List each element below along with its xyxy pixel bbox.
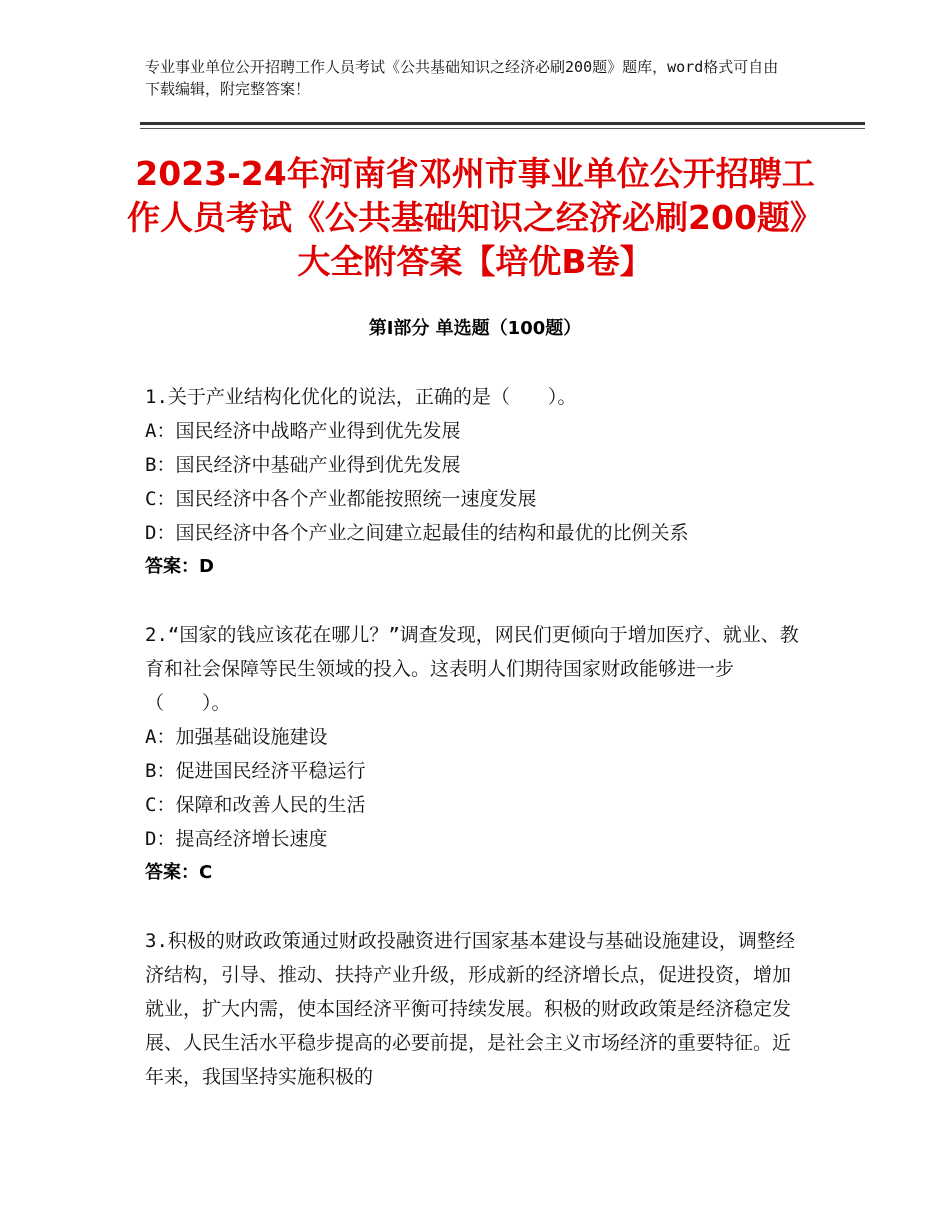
option-c: C：保障和改善人民的生活 <box>145 794 366 816</box>
option-c: C：国民经济中各个产业都能按照统一速度发展 <box>145 488 537 510</box>
question-stem: 1.关于产业结构化优化的说法，正确的是（ ）。 <box>145 386 577 408</box>
header-divider-thick <box>140 122 865 125</box>
header-divider-thin <box>140 128 865 129</box>
question-stem: 2.“国家的钱应该花在哪儿？”调查发现，网民们更倾向于增加医疗、就业、教育和社会保障等民生领域的投入。这表明人们期待国家财政能够进一步（ ）。 <box>145 624 799 714</box>
option-d: D：提高经济增长速度 <box>145 828 328 850</box>
question-item <box>145 380 805 584</box>
question-item <box>145 924 805 1094</box>
question-item <box>145 618 805 890</box>
answer: 答案：D <box>145 556 214 577</box>
section-title: 第Ⅰ部分 单选题（100题） <box>368 318 582 339</box>
question-list <box>145 380 805 1094</box>
option-b: B：国民经济中基础产业得到优先发展 <box>145 454 461 476</box>
option-b: B：促进国民经济平稳运行 <box>145 760 366 782</box>
header-note: 专业事业单位公开招聘工作人员考试《公共基础知识之经济必刷200题》题库，word格式可自由下载编辑，附完整答案！ <box>145 58 779 98</box>
answer: 答案：C <box>145 862 213 883</box>
option-a: A：国民经济中战略产业得到优先发展 <box>145 420 461 442</box>
option-d: D：国民经济中各个产业之间建立起最佳的结构和最优的比例关系 <box>145 522 689 544</box>
option-a: A：加强基础设施建设 <box>145 726 328 748</box>
document-title: 2023-24年河南省邓州市事业单位公开招聘工作人员考试《公共基础知识之经济必刷200题》大全附答案【培优B卷】 <box>127 154 823 281</box>
question-stem: 3.积极的财政政策通过财政投融资进行国家基本建设与基础设施建设，调整经济结构，引导、推动、扶持产业升级，形成新的经济增长点，促进投资，增加就业，扩大内需，使本国经济平衡可持续发展。积极的财政政策是经济稳定发展、人民生活水平稳步提高的必要前提，是社会主义市场经济的重要特征。近年来，我国坚持实施积极的 <box>145 930 795 1088</box>
